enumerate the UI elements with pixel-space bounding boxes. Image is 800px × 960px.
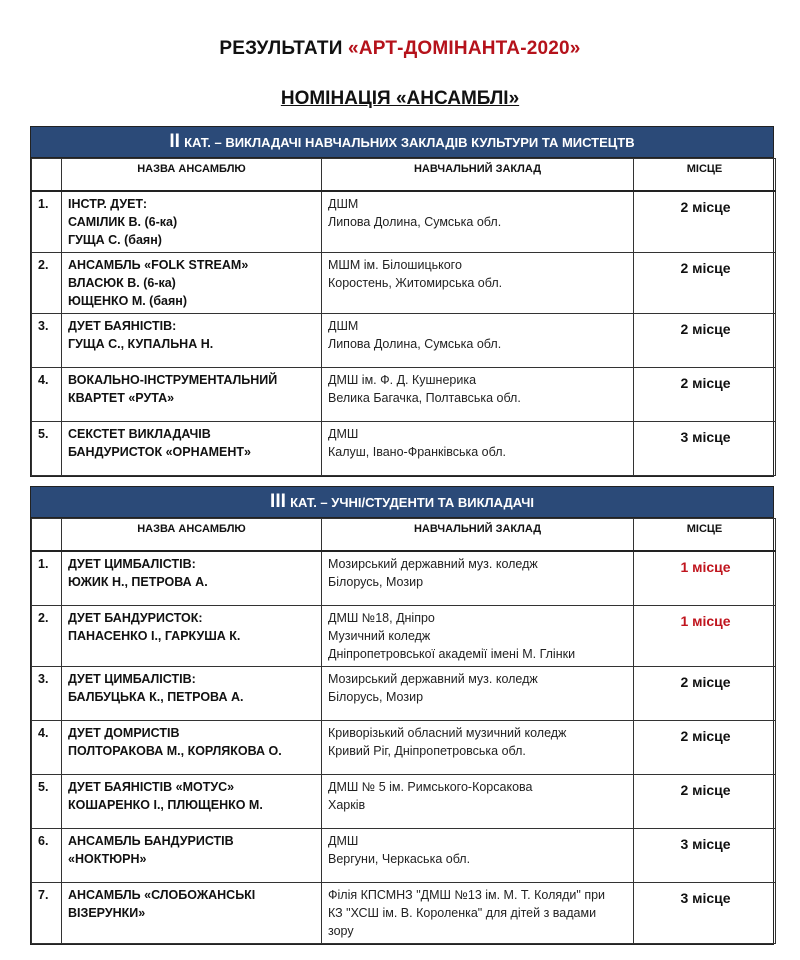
institution — [322, 422, 634, 476]
ensemble-name-line: КВАРТЕТ «РУТА» — [68, 391, 175, 405]
category-3-header — [31, 487, 773, 518]
table-row — [32, 368, 776, 422]
ensemble-name — [62, 422, 322, 476]
institution — [322, 774, 634, 828]
ensemble-name-line: ПОЛТОРАКОВА М., КОРЛЯКОВА О. — [68, 743, 282, 758]
table-row — [32, 666, 776, 720]
ensemble-name — [62, 314, 322, 368]
ensemble-name-line: ДУЕТ БАНДУРИСТОК: — [68, 610, 203, 625]
ensemble-name — [62, 666, 322, 720]
institution-line: ДМШ № 5 ім. Римського-Корсакова — [328, 779, 533, 794]
institution-line: ДМШ №18, Дніпро — [328, 610, 435, 625]
row-number: 4. — [32, 720, 62, 774]
col-name-header: НАЗВА АНСАМБЛЮ — [62, 519, 322, 552]
table-row — [32, 422, 776, 476]
table-row — [32, 774, 776, 828]
ensemble-name-line: ІНСТР. ДУЕТ: — [68, 197, 148, 211]
ensemble-name-line: АНСАМБЛЬ «FOLK STREAM» — [68, 258, 249, 272]
col-place-header: МІСЦЕ — [634, 519, 776, 552]
col-num — [32, 159, 62, 192]
institution — [322, 551, 634, 605]
ensemble-name — [62, 551, 322, 605]
table-row — [32, 882, 776, 943]
ensemble-name-line: ДУЕТ БАЯНІСТІВ «МОТУС» — [68, 779, 235, 794]
table-row — [32, 551, 776, 605]
table-row — [32, 605, 776, 666]
institution-line: ДМШ — [328, 427, 359, 441]
place-award: 1 місце — [634, 605, 776, 666]
institution-line: Липова Долина, Сумська обл. — [328, 337, 502, 351]
col-inst-header: НАВЧАЛЬНИЙ ЗАКЛАД — [322, 519, 634, 552]
institution-line: Кривий Ріг, Дніпропетровська обл. — [328, 743, 526, 758]
institution — [322, 720, 634, 774]
row-number: 7. — [32, 882, 62, 943]
place-award: 1 місце — [634, 551, 776, 605]
institution-line: Філія КПСМНЗ "ДМШ №13 ім. М. Т. Коляди" при — [328, 887, 606, 902]
ensemble-name — [62, 882, 322, 943]
ensemble-name-line: БАНДУРИСТОК «ОРНАМЕНТ» — [68, 445, 252, 459]
results-title-prefix: РЕЗУЛЬТАТИ — [219, 38, 349, 59]
institution-line: Білорусь, Мозир — [328, 575, 424, 589]
ensemble-name-line: ДУЕТ ЦИМБАЛІСТІВ: — [68, 671, 196, 686]
ensemble-name-line: СЕКСТЕТ ВИКЛАДАЧІВ — [68, 427, 211, 441]
ensemble-name-line: АНСАМБЛЬ БАНДУРИСТІВ — [68, 833, 234, 848]
ensemble-name-line: ГУЩА С. (баян) — [68, 233, 162, 247]
place-award: 2 місце — [634, 191, 776, 253]
institution-line: Харків — [328, 797, 366, 812]
ensemble-name-line: АНСАМБЛЬ «СЛОБОЖАНСЬКІ — [68, 887, 256, 902]
ensemble-name-line: ВЛАСЮК В. (6-ка) — [68, 276, 176, 290]
col-inst-header: НАВЧАЛЬНИЙ ЗАКЛАД — [322, 159, 634, 192]
category-3-roman: ІІІ — [270, 491, 286, 512]
place-award: 3 місце — [634, 882, 776, 943]
place-award: 3 місце — [634, 828, 776, 882]
place-award: 2 місце — [634, 253, 776, 314]
table-row — [32, 828, 776, 882]
institution — [322, 828, 634, 882]
ensemble-name-line: ЮЖИК Н., ПЕТРОВА А. — [68, 575, 208, 589]
institution — [322, 314, 634, 368]
ensemble-name-line: ДУЕТ ДОМРИСТІВ — [68, 725, 180, 740]
category-3-label: КАТ. – УЧНІ/СТУДЕНТИ ТА ВИКЛАДАЧІ — [290, 495, 534, 510]
row-number: 3. — [32, 314, 62, 368]
ensemble-name — [62, 368, 322, 422]
institution-line: ДШМ — [328, 319, 359, 333]
place-award: 2 місце — [634, 368, 776, 422]
table-row — [32, 314, 776, 368]
institution-line: зору — [328, 923, 354, 938]
row-number: 5. — [32, 774, 62, 828]
institution-line: Коростень, Житомирська обл. — [328, 276, 503, 290]
category-2-roman: ІІ — [169, 131, 180, 152]
place-award: 2 місце — [634, 314, 776, 368]
institution — [322, 253, 634, 314]
institution-line: Дніпропетровської академії імені М. Глінки — [328, 646, 576, 661]
category-2-header — [31, 127, 773, 158]
table-row — [32, 253, 776, 314]
institution-line: ДМШ ім. Ф. Д. Кушнерика — [328, 373, 477, 387]
institution-line: Велика Багачка, Полтавська обл. — [328, 391, 521, 405]
row-number: 3. — [32, 666, 62, 720]
institution — [322, 368, 634, 422]
contest-name: «АРТ-ДОМІНАНТА-2020» — [348, 38, 581, 59]
col-name-header: НАЗВА АНСАМБЛЮ — [62, 159, 322, 192]
institution — [322, 666, 634, 720]
place-award: 2 місце — [634, 720, 776, 774]
ensemble-name — [62, 605, 322, 666]
ensemble-name — [62, 774, 322, 828]
row-number: 1. — [32, 551, 62, 605]
ensemble-name-line: ВІЗЕРУНКИ» — [68, 905, 146, 920]
institution — [322, 191, 634, 253]
ensemble-name — [62, 720, 322, 774]
ensemble-name-line: БАЛБУЦЬКА К., ПЕТРОВА А. — [68, 689, 244, 704]
ensemble-name-line: «НОКТЮРН» — [68, 851, 147, 866]
ensemble-name — [62, 828, 322, 882]
table-row — [32, 720, 776, 774]
ensemble-name-line: ДУЕТ ЦИМБАЛІСТІВ: — [68, 557, 196, 571]
institution — [322, 605, 634, 666]
institution — [322, 882, 634, 943]
ensemble-name — [62, 253, 322, 314]
institution-line: ДШМ — [328, 197, 359, 211]
institution-line: Мозирський державний муз. коледж — [328, 671, 538, 686]
ensemble-name-line: ДУЕТ БАЯНІСТІВ: — [68, 319, 177, 333]
row-number: 4. — [32, 368, 62, 422]
row-number: 2. — [32, 253, 62, 314]
institution-line: Музичний коледж — [328, 628, 431, 643]
col-place-header: МІСЦЕ — [634, 159, 776, 192]
row-number: 1. — [32, 191, 62, 253]
institution-line: ДМШ — [328, 833, 359, 848]
institution-line: КЗ "ХСШ ім. В. Короленка" для дітей з вадами — [328, 905, 597, 920]
institution-line: Білорусь, Мозир — [328, 689, 424, 704]
category-3-table — [30, 486, 774, 945]
institution-line: Липова Долина, Сумська обл. — [328, 215, 502, 229]
category-2-table — [30, 126, 774, 477]
ensemble-name-line: ЮЩЕНКО М. (баян) — [68, 294, 188, 308]
row-number: 6. — [32, 828, 62, 882]
category-2-label: КАТ. – ВИКЛАДАЧІ НАВЧАЛЬНИХ ЗАКЛАДІВ КУЛЬТУРИ ТА МИСТЕЦТВ — [184, 135, 635, 150]
ensemble-name-line: ПАНАСЕНКО І., ГАРКУША К. — [68, 628, 241, 643]
institution-line: Калуш, Івано-Франківська обл. — [328, 445, 506, 459]
ensemble-name-line: ГУЩА С., КУПАЛЬНА Н. — [68, 337, 214, 351]
institution-line: Мозирський державний муз. коледж — [328, 557, 538, 571]
ensemble-name — [62, 191, 322, 253]
col-num — [32, 519, 62, 552]
row-number: 2. — [32, 605, 62, 666]
place-award: 3 місце — [634, 422, 776, 476]
institution-line: Криворізький обласний музичний коледж — [328, 725, 567, 740]
table-row — [32, 191, 776, 253]
nomination-title: НОМІНАЦІЯ «АНСАМБЛІ» — [280, 88, 520, 109]
results-title — [0, 38, 800, 60]
institution-line: МШМ ім. Білошицького — [328, 258, 462, 272]
place-award: 2 місце — [634, 774, 776, 828]
ensemble-name-line: ВОКАЛЬНО-ІНСТРУМЕНТАЛЬНИЙ — [68, 373, 278, 387]
place-award: 2 місце — [634, 666, 776, 720]
row-number: 5. — [32, 422, 62, 476]
ensemble-name-line: КОШАРЕНКО І., ПЛЮЩЕНКО М. — [68, 797, 263, 812]
institution-line: Вергуни, Черкаська обл. — [328, 851, 471, 866]
ensemble-name-line: САМІЛИК В. (6-ка) — [68, 215, 178, 229]
